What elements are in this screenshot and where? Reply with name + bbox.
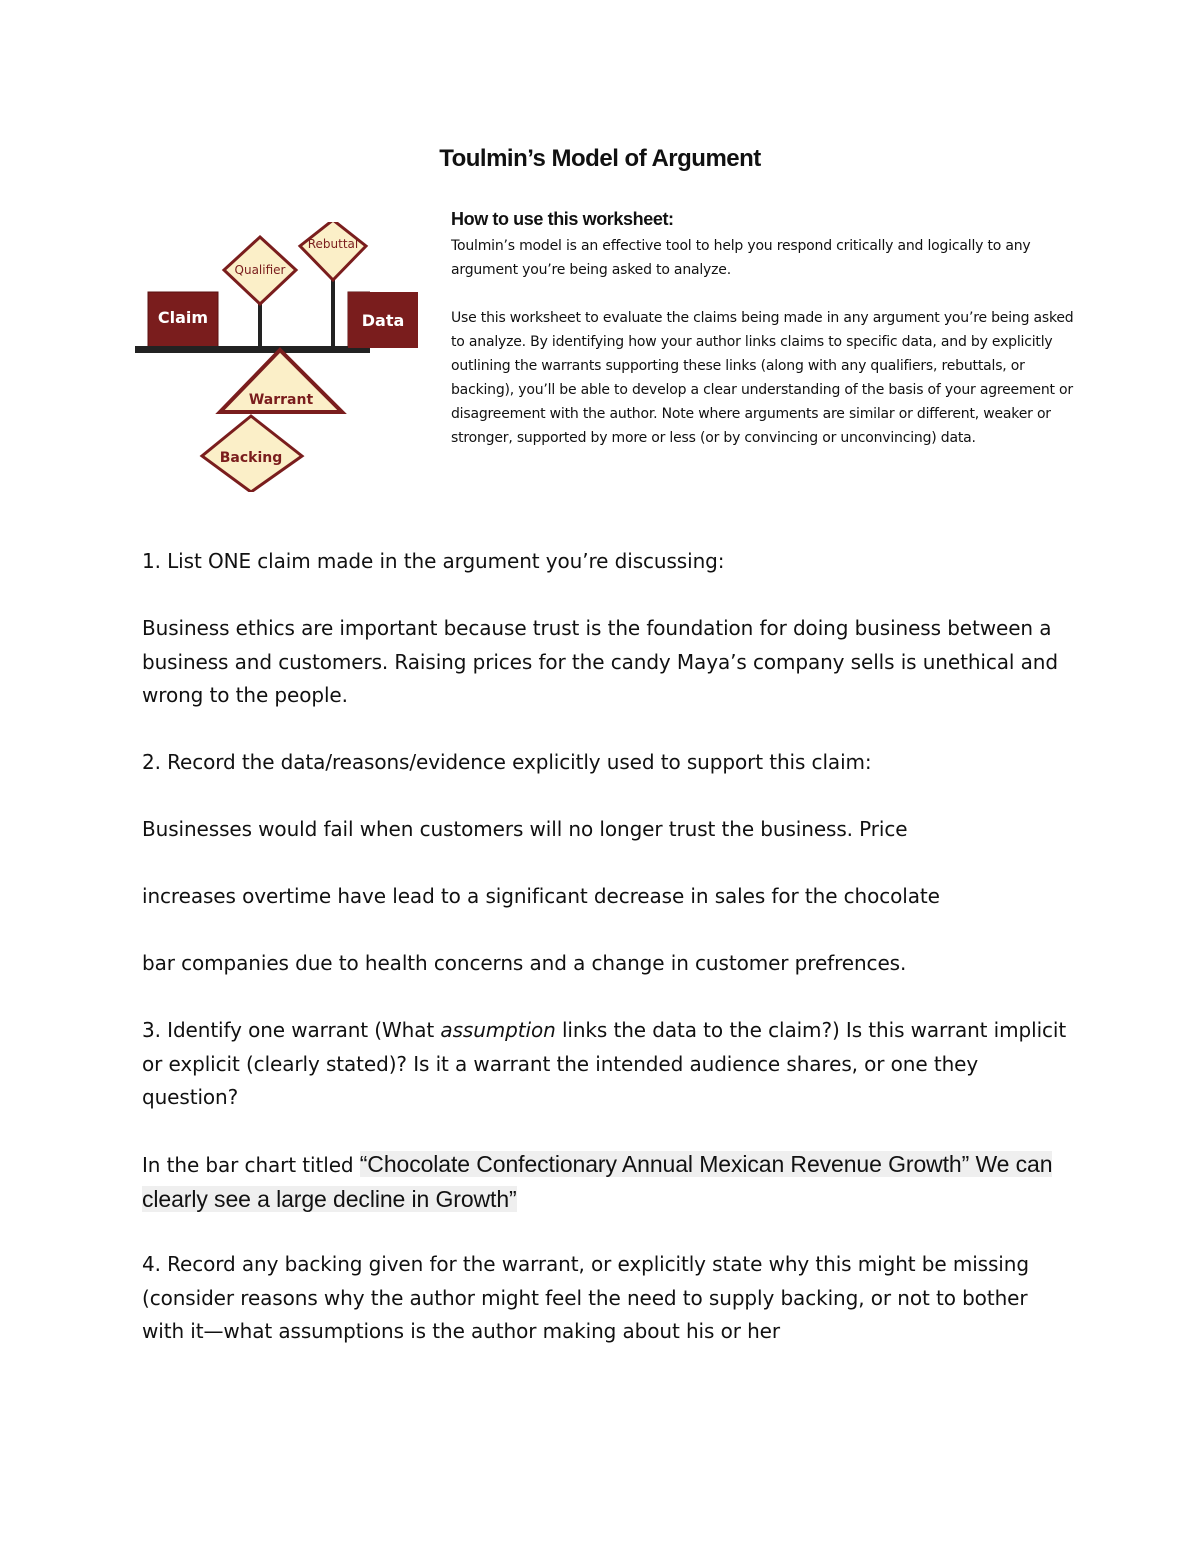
answer-1: Business ethics are important because trust is the foundation for doing business between a business and customers. Raising prices for the candy Maya’s company sells is unethical and wrong to the people. bbox=[142, 616, 1058, 707]
howto-heading: How to use this worksheet: bbox=[451, 209, 674, 229]
claim-box bbox=[148, 292, 218, 348]
answer-3-prefix: In the bar chart titled bbox=[142, 1153, 360, 1177]
data-box-label-wrap bbox=[348, 292, 418, 348]
rebuttal-diamond bbox=[300, 222, 366, 280]
answer-2-line-2: increases overtime have lead to a significant decrease in sales for the chocolate bbox=[142, 884, 940, 908]
howto-paragraph-2: Use this worksheet to evaluate the claims being made in any argument you’re being asked to analyze. By identifying how your author links claims to specific data, and by explicitly outlining the warrants supporting these links (along with any qualifiers, rebuttals, or backing), you’ll be able to develop a clear understanding of the basis of your agreement or disagreement with the author. Note where arguments are similar or different, weaker or stronger, supported by more or less (or by convincing or unconvincing) data. bbox=[451, 310, 1074, 446]
answer-2-line-1: Businesses would fail when customers will no longer trust the business. Price bbox=[142, 817, 908, 841]
howto-section bbox=[451, 209, 1091, 450]
question-2: 2. Record the data/reasons/evidence explicitly used to support this claim: bbox=[142, 750, 872, 774]
question-3-emphasis: assumption bbox=[440, 1018, 556, 1042]
question-3-after: links the data to the claim?) Is this warrant implicit or explicit (clearly stated)? Is it a warrant the intended audience shares, or one they question? bbox=[142, 1018, 1067, 1109]
qualifier-label: Qualifier bbox=[234, 263, 286, 277]
toulmin-diagram bbox=[130, 222, 370, 492]
howto-paragraph-1: Toulmin’s model is an effective tool to help you respond critically and logically to any argument you’re being asked to analyze. bbox=[451, 238, 1031, 278]
answer-2-line-3: bar companies due to health concerns and a change in customer prefrences. bbox=[142, 951, 907, 975]
warrant-label: Warrant bbox=[248, 392, 314, 408]
answer-3 bbox=[142, 1148, 1072, 1217]
rebuttal-label: Rebuttal bbox=[307, 237, 359, 251]
question-3 bbox=[142, 1014, 1072, 1115]
claim-label: Claim bbox=[157, 308, 209, 327]
data-label: Data bbox=[361, 310, 405, 330]
qualifier-diamond bbox=[224, 237, 296, 304]
backing-diamond bbox=[202, 416, 302, 492]
question-4: 4. Record any backing given for the warrant, or explicitly state why this might be missing (consider reasons why the author might feel the need to supply backing, or not to bother with it—what assumptions is the author making about his or her bbox=[142, 1252, 1029, 1343]
backing-label: Backing bbox=[219, 450, 283, 466]
question-1: 1. List ONE claim made in the argument you’re discussing: bbox=[142, 549, 725, 573]
question-3-before: 3. Identify one warrant (What bbox=[142, 1018, 441, 1042]
warrant-triangle bbox=[220, 350, 342, 412]
answer-3-quote: “Chocolate Confectionary Annual Mexican Revenue Growth” We can clearly see a large decline in Growth” bbox=[142, 1151, 1053, 1212]
page-title: Toulmin’s Model of Argument bbox=[439, 145, 761, 172]
balance-beam bbox=[135, 346, 370, 353]
